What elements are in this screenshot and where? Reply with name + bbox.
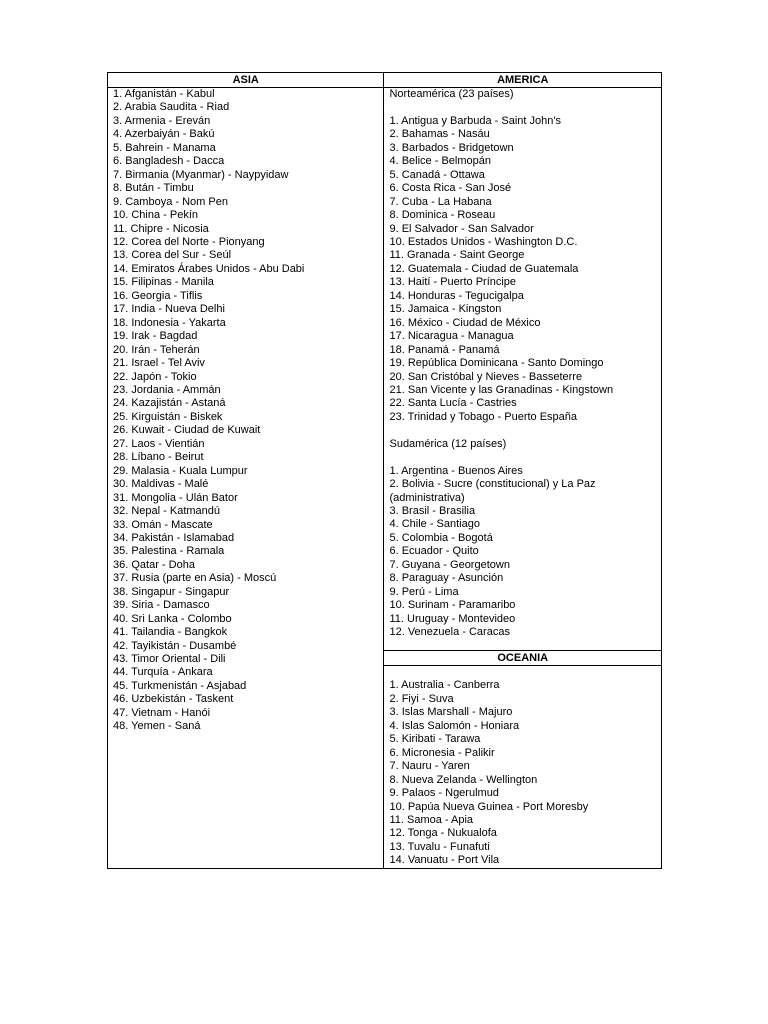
south-america-country-item: 7. Guyana - Georgetown bbox=[389, 558, 510, 571]
oceania-country-item: 3. Islas Marshall - Majuro bbox=[389, 706, 513, 719]
oceania-country-item: 8. Nueva Zelanda - Wellington bbox=[389, 773, 538, 786]
countries-capitals-table bbox=[107, 72, 662, 869]
asia-country-item: 11. Chipre - Nicosia bbox=[113, 222, 209, 235]
south-america-country-item: 3. Brasil - Brasilia bbox=[389, 505, 476, 517]
oceania-country-item: 12. Tonga - Nukualofa bbox=[389, 827, 497, 840]
asia-country-item: 28. Líbano - Beirut bbox=[113, 451, 204, 464]
north-america-country-item: 21. San Vicente y las Granadinas - Kingstown bbox=[389, 383, 614, 396]
oceania-country-item: 4. Islas Salomón - Honiara bbox=[389, 719, 520, 732]
north-america-country-item: 8. Dominica - Roseau bbox=[389, 209, 496, 222]
south-america-country-item: 1. Argentina - Buenos Aires bbox=[389, 464, 523, 477]
south-america-country-item: 6. Ecuador - Quito bbox=[389, 545, 479, 558]
asia-country-item: 43. Timor Oriental - Dili bbox=[113, 653, 226, 666]
north-america-country-item: 3. Barbados - Bridgetown bbox=[389, 141, 514, 154]
oceania-country-item: 10. Papúa Nueva Guinea - Port Moresby bbox=[389, 800, 589, 813]
asia-country-item: 38. Singapur - Singapur bbox=[113, 585, 230, 598]
oceania-country-item: 11. Samoa - Apia bbox=[389, 813, 474, 826]
asia-country-item: 23. Jordania - Ammán bbox=[113, 383, 221, 396]
asia-country-item: 31. Mongolia - Ulán Bator bbox=[113, 491, 238, 504]
asia-list bbox=[108, 88, 383, 734]
asia-country-item: 10. China - Pekín bbox=[113, 209, 198, 222]
asia-country-item: 3. Armenia - Ereván bbox=[113, 114, 211, 127]
asia-country-item: 9. Camboya - Nom Pen bbox=[113, 195, 228, 208]
asia-country-item: 48. Yemen - Saná bbox=[113, 720, 201, 733]
oceania-country-item: 7. Nauru - Yaren bbox=[389, 760, 470, 773]
north-america-country-item: 12. Guatemala - Ciudad de Guatemala bbox=[389, 262, 579, 275]
south-america-country-item: 9. Perú - Lima bbox=[389, 585, 459, 598]
asia-country-item: 29. Malasia - Kuala Lumpur bbox=[113, 464, 248, 477]
america-cell bbox=[384, 88, 662, 651]
oceania-country-item: 13. Tuvalu - Funafuti bbox=[389, 840, 490, 853]
asia-country-item: 13. Corea del Sur - Seúl bbox=[113, 249, 232, 262]
asia-country-item: 7. Birmania (Myanmar) - Naypyidaw bbox=[113, 168, 289, 181]
north-america-country-item: 7. Cuba - La Habana bbox=[389, 195, 492, 208]
oceania-country-item: 1. Australia - Canberra bbox=[389, 679, 500, 692]
asia-country-item: 21. Israel - Tel Aviv bbox=[113, 357, 205, 370]
south-america-title: Sudamérica (12 países) bbox=[389, 437, 507, 450]
north-america-country-item: 13. Haití - Puerto Príncipe bbox=[389, 276, 517, 289]
spacer bbox=[389, 666, 661, 679]
south-america-country-item: 4. Chile - Santiago bbox=[389, 518, 480, 531]
north-america-country-item: 10. Estados Unidos - Washington D.C. bbox=[389, 235, 578, 248]
north-america-country-item: 11. Granada - Saint George bbox=[389, 249, 525, 262]
america-list bbox=[384, 88, 661, 640]
north-america-country-item: 19. República Dominicana - Santo Domingo bbox=[389, 357, 604, 370]
spacer bbox=[389, 424, 661, 437]
asia-country-item: 42. Tayikistán - Dusambé bbox=[113, 639, 237, 652]
asia-country-item: 36. Qatar - Doha bbox=[113, 558, 195, 571]
south-america-country-item: 8. Paraguay - Asunción bbox=[389, 572, 504, 585]
asia-country-item: 18. Indonesia - Yakarta bbox=[113, 316, 226, 329]
asia-country-item: 47. Vietnam - Hanói bbox=[113, 706, 211, 719]
north-america-title: Norteamérica (23 países) bbox=[389, 88, 514, 100]
asia-country-item: 17. India - Nueva Delhi bbox=[113, 303, 225, 316]
asia-country-item: 37. Rusia (parte en Asia) - Moscú bbox=[113, 572, 277, 585]
oceania-country-item: 5. Kiribati - Tarawa bbox=[389, 733, 481, 746]
asia-country-item: 34. Pakistán - Islamabad bbox=[113, 531, 235, 544]
north-america-country-item: 4. Belice - Belmopán bbox=[389, 155, 491, 168]
north-america-country-item: 14. Honduras - Tegucigalpa bbox=[389, 289, 524, 302]
asia-country-item: 16. Georgia - Tiflis bbox=[113, 289, 203, 302]
oceania-header: OCEANIA bbox=[384, 651, 662, 666]
asia-country-item: 46. Uzbekistán - Taskent bbox=[113, 693, 234, 706]
asia-header: ASIA bbox=[108, 73, 384, 88]
oceania-country-item: 14. Vanuatu - Port Vila bbox=[389, 854, 500, 867]
asia-country-item: 14. Emiratos Árabes Unidos - Abu Dabi bbox=[113, 262, 305, 275]
north-america-country-item: 6. Costa Rica - San José bbox=[389, 182, 512, 195]
oceania-list bbox=[384, 666, 661, 868]
asia-country-item: 33. Omán - Mascate bbox=[113, 518, 213, 531]
asia-country-item: 26. Kuwait - Ciudad de Kuwait bbox=[113, 424, 261, 437]
north-america-country-item: 2. Bahamas - Nasáu bbox=[389, 128, 490, 141]
south-america-country-item: 5. Colombia - Bogotá bbox=[389, 531, 493, 544]
asia-country-item: 32. Nepal - Katmandú bbox=[113, 505, 221, 518]
asia-country-item: 41. Tailandia - Bangkok bbox=[113, 626, 228, 639]
asia-country-item: 22. Japón - Tokio bbox=[113, 370, 197, 383]
asia-country-item: 27. Laos - Vientián bbox=[113, 437, 205, 450]
north-america-country-item: 5. Canadá - Ottawa bbox=[389, 168, 485, 181]
south-america-country-item: 2. Bolivia - Sucre (constitucional) y La Paz (administrativa) bbox=[389, 478, 596, 504]
north-america-country-item: 22. Santa Lucía - Castries bbox=[389, 397, 517, 410]
spacer bbox=[389, 101, 661, 114]
north-america-country-item: 17. Nicaragua - Managua bbox=[389, 330, 514, 343]
asia-country-item: 24. Kazajistán - Astaná bbox=[113, 397, 226, 410]
south-america-country-item: 11. Uruguay - Montevideo bbox=[389, 612, 516, 625]
asia-country-item: 6. Bangladesh - Dacca bbox=[113, 155, 225, 168]
north-america-country-item: 20. San Cristóbal y Nieves - Basseterre bbox=[389, 370, 583, 383]
north-america-country-item: 15. Jamaica - Kingston bbox=[389, 303, 502, 316]
asia-country-item: 2. Arabia Saudita - Riad bbox=[113, 101, 230, 114]
asia-country-item: 25. Kirguistán - Biskek bbox=[113, 410, 223, 423]
north-america-country-item: 23. Trinidad y Tobago - Puerto España bbox=[389, 410, 578, 423]
asia-country-item: 19. Irak - Bagdad bbox=[113, 330, 198, 343]
asia-country-item: 15. Filipinas - Manila bbox=[113, 276, 214, 289]
south-america-country-item: 12. Venezuela - Caracas bbox=[389, 626, 510, 639]
asia-country-item: 40. Sri Lanka - Colombo bbox=[113, 612, 232, 625]
asia-country-item: 8. Bután - Timbu bbox=[113, 182, 194, 195]
oceania-country-item: 9. Palaos - Ngerulmud bbox=[389, 787, 499, 800]
asia-country-item: 20. Irán - Teherán bbox=[113, 343, 200, 356]
asia-country-item: 45. Turkmenistán - Asjabad bbox=[113, 679, 247, 692]
asia-cell bbox=[108, 88, 384, 869]
asia-country-item: 39. Siria - Damasco bbox=[113, 599, 210, 612]
north-america-country-item: 9. El Salvador - San Salvador bbox=[389, 222, 534, 235]
north-america-country-item: 1. Antigua y Barbuda - Saint John's bbox=[389, 114, 561, 127]
asia-country-item: 30. Maldivas - Malé bbox=[113, 478, 209, 491]
asia-country-item: 12. Corea del Norte - Pionyang bbox=[113, 235, 265, 248]
asia-country-item: 1. Afganistán - Kabul bbox=[113, 88, 215, 100]
oceania-country-item: 6. Micronesia - Palikir bbox=[389, 746, 495, 759]
asia-country-item: 44. Turquía - Ankara bbox=[113, 666, 213, 679]
asia-country-item: 5. Bahrein - Manama bbox=[113, 141, 216, 154]
oceania-country-item: 2. Fiyi - Suva bbox=[389, 692, 454, 705]
america-header: AMERICA bbox=[384, 73, 662, 88]
asia-country-item: 4. Azerbaiyán - Bakú bbox=[113, 128, 215, 141]
north-america-country-item: 16. México - Ciudad de México bbox=[389, 316, 541, 329]
south-america-country-item: 10. Surinam - Paramaribo bbox=[389, 599, 516, 612]
asia-country-item: 35. Palestina - Ramala bbox=[113, 545, 225, 558]
oceania-cell bbox=[384, 666, 662, 869]
spacer bbox=[389, 451, 661, 464]
north-america-country-item: 18. Panamá - Panamá bbox=[389, 343, 500, 356]
